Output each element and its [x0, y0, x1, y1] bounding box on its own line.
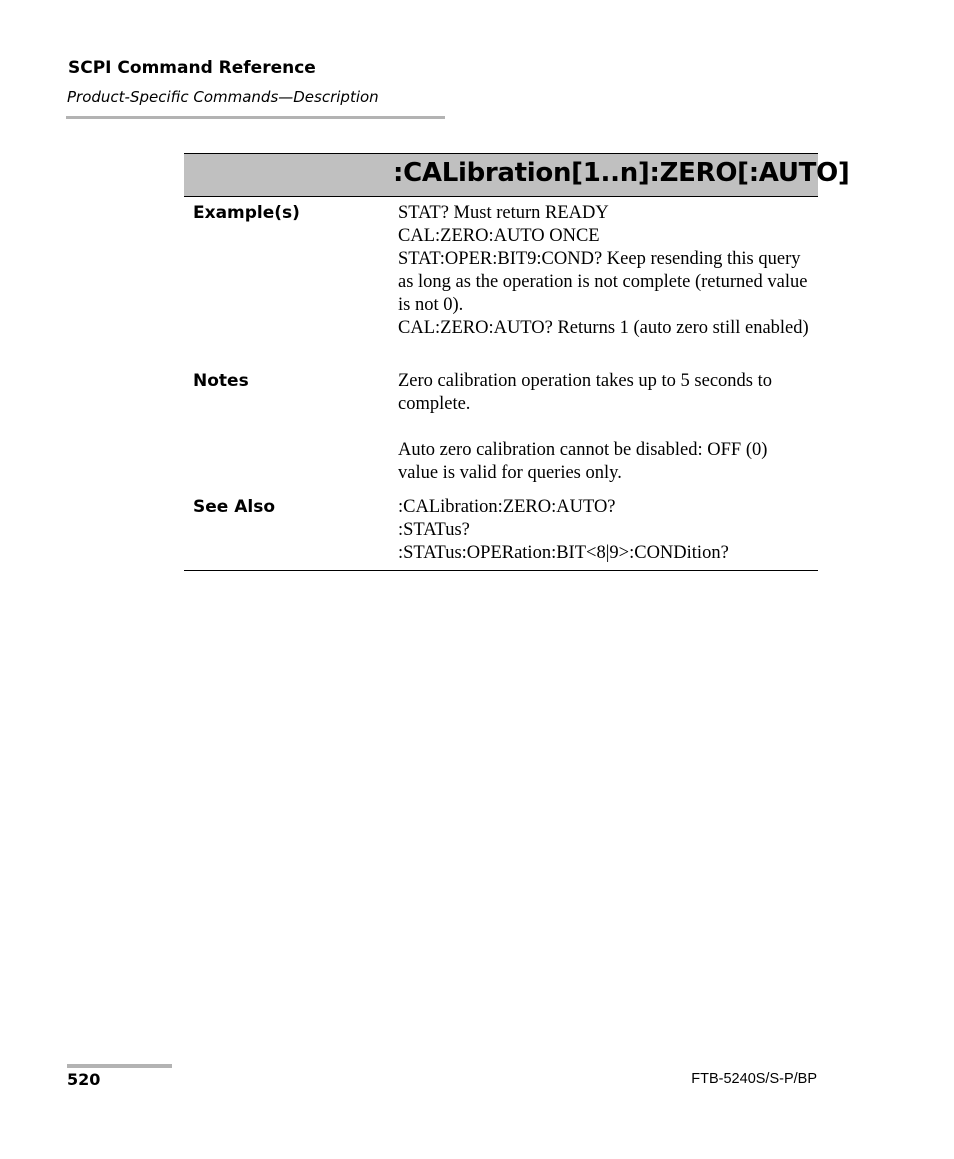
see-also-item: :STATus:OPERation:BIT<8|9>:CONDition?	[398, 543, 729, 563]
see-also-body	[389, 491, 809, 570]
see-also-item: :CALibration:ZERO:AUTO?	[398, 497, 616, 517]
footer-divider	[67, 1064, 172, 1068]
notes-body	[389, 365, 809, 491]
command-title: :CALibration[1..n]:ZERO[:AUTO]	[393, 158, 850, 188]
examples-row	[184, 197, 818, 365]
command-title-bar	[184, 153, 850, 197]
running-header-title: SCPI Command Reference	[68, 58, 316, 78]
header-divider	[66, 116, 445, 119]
notes-label: Notes	[193, 371, 249, 391]
see-also-item: :STATus?	[398, 520, 470, 540]
paragraph-gap	[398, 416, 809, 439]
example-line: CAL:ZERO:AUTO? Returns 1 (auto zero still enabled)	[398, 318, 809, 338]
example-line: STAT:OPER:BIT9:COND? Keep resending this query as long as the operation is not complete (returned value is not 0).	[398, 249, 808, 315]
see-also-row	[184, 491, 818, 571]
examples-label: Example(s)	[193, 203, 300, 223]
example-line: STAT? Must return READY	[398, 203, 609, 223]
example-line: CAL:ZERO:AUTO ONCE	[398, 226, 600, 246]
see-also-label: See Also	[193, 497, 276, 517]
notes-row	[184, 365, 818, 491]
examples-body	[389, 197, 809, 365]
running-header-subtitle: Product-Specific Commands—Description	[67, 88, 379, 106]
product-name: FTB-5240S/S-P/BP	[691, 1071, 817, 1087]
note-paragraph: Zero calibration operation takes up to 5 seconds to complete.	[398, 371, 773, 414]
note-paragraph: Auto zero calibration cannot be disabled: OFF (0) value is valid for queries only.	[398, 440, 768, 483]
command-table	[184, 153, 850, 571]
page-number: 520	[67, 1070, 101, 1089]
